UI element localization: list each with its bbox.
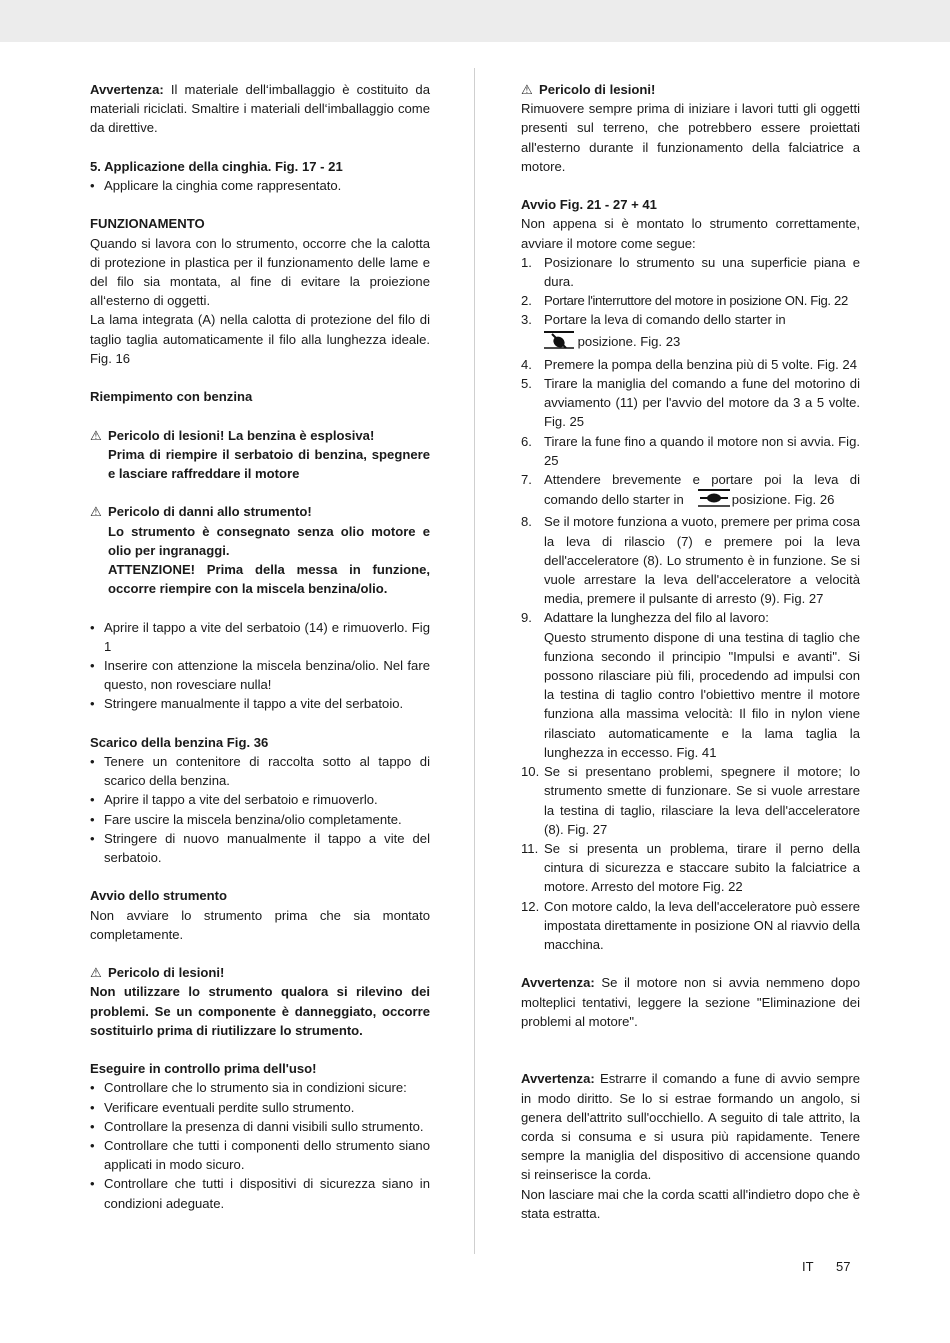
list-item: 2. Portare l'interruttore del motore in posizione ON. Fig. 22 bbox=[521, 293, 848, 309]
note-text: Il materiale dell‘imballaggio è costituito da materiali riciclati. Smaltire i materiali dell‘imballaggio come da direttive. bbox=[90, 82, 430, 136]
belt-list bbox=[90, 176, 430, 195]
note-rope-2: Non lasciare mai che la corda scatti all'indietro dopo che è stata estratta. bbox=[521, 1186, 860, 1221]
right-column bbox=[521, 80, 860, 1223]
warning-explosive-text: Prima di riempire il serbatoio di benzina, spegnere e lasciare raffreddare il motore bbox=[108, 446, 430, 481]
top-header-bar bbox=[0, 0, 950, 42]
list-item: 3. Portare la leva di comando dello starter in posizione. Fig. 23 bbox=[521, 310, 860, 354]
bullet-icon: • bbox=[90, 658, 95, 673]
warning-objects-text: Rimuovere sempre prima di iniziare i lavori tutti gli oggetti presenti sul terreno, che potrebbero essere proiettati all'esterno durante il funzionamento della falciatrice a motore. bbox=[521, 101, 860, 174]
list-item: 4. Premere la pompa della benzina più di 5 volte. Fig. 24 bbox=[521, 356, 857, 372]
note-no-start bbox=[521, 973, 860, 1031]
list-item: 5. Tirare la maniglia del comando a fune del motorino di avviamento (11) per l'avvio del motore da 3 a 5 volte. Fig. 25 bbox=[521, 376, 860, 430]
list-item: 10. Se si presentano problemi, spegnere il motore; lo strumento smette di funzionare. Se si vuole arrestare la testina di taglio, rilasciare la leva dell'acceleratore (8). Fig. 27 bbox=[521, 764, 860, 837]
warning-triangle-icon: ⚠ bbox=[90, 427, 102, 443]
list-item: 6. Tirare la fune fino a quando il motore non si avvia. Fig. 25 bbox=[521, 433, 860, 468]
page-number: 57 bbox=[836, 1259, 851, 1274]
warning-explosive: ⚠ Pericolo di lesioni! La benzina è esplosiva! bbox=[90, 426, 430, 445]
list-item: • Tenere un contenitore di raccolta sotto al tappo di scarico della benzina. bbox=[90, 754, 430, 789]
list-item: • Controllare che tutti i componenti dello strumento siano applicati in modo sicuro. bbox=[90, 1138, 430, 1173]
note-text: Se il motore non si avvia nemmeno dopo molteplici tentativi, leggere la sezione "Eliminazione dei problemi al motore". bbox=[521, 975, 860, 1029]
note-label: Avvertenza: bbox=[521, 1071, 595, 1087]
note-rope bbox=[521, 1069, 860, 1184]
start-intro: Non appena si è montato lo strumento correttamente, avviare il motore come segue: bbox=[521, 216, 860, 251]
note-packaging bbox=[90, 80, 430, 138]
bullet-icon: • bbox=[90, 178, 95, 193]
bullet-icon: • bbox=[90, 754, 95, 769]
bullet-icon: • bbox=[90, 1138, 95, 1154]
bullet-icon: • bbox=[90, 792, 95, 808]
list-item: 12. Con motore caldo, la leva dell'acceleratore può essere impostata direttamente in posizione ON al riavvio della macchina. bbox=[521, 898, 860, 952]
list-item: 9. Adattare la lunghezza del filo al lavoro: Questo strumento dispone di una testina di taglio che funziona secondo il principio "Impulsi e avanti". Si possono rilasciare più fili, procedendo ad impulsi con la testina di taglio contro l'obiettivo mentre il motore funziona alla massima velocità: Il filo in nylon viene rilasciato automaticamente e la lama taglia la lunghezza in eccesso. Fig. 41 bbox=[521, 610, 860, 760]
list-item: • Verificare eventuali perdite sullo strumento. bbox=[90, 1098, 430, 1117]
list-item: • Applicare la cinghia come rappresentato. bbox=[90, 176, 430, 195]
start-steps bbox=[521, 253, 860, 954]
note-label: Avvertenza: bbox=[90, 82, 164, 97]
list-item: • Controllare la presenza di danni visibili sullo strumento. bbox=[90, 1117, 430, 1136]
warning-damage-text-2: ATTENZIONE! Prima della messa in funzione, occorre riempire con la miscela benzina/olio. bbox=[108, 562, 430, 597]
note-text: Estrarre il comando a fune di avvio sempre in modo diritto. Se lo si estrae formando un angolo, si genera dell'attrito sull'occhiello. A seguito di tale attrito, la corda si consuma e si usura più rapidamente. Tenere sempre la maniglia del dispositivo di accensione quando si reinserisce la corda. bbox=[521, 1071, 860, 1183]
bullet-icon: • bbox=[90, 830, 95, 846]
heading-start: Avvio Fig. 21 - 27 + 41 bbox=[521, 197, 657, 213]
bullet-icon: • bbox=[90, 619, 95, 635]
list-item: • Inserire con attenzione la miscela benzina/olio. Nel fare questo, non rovesciare nulla! bbox=[90, 658, 430, 693]
heading-fuel-filling: Riempimento con benzina bbox=[90, 389, 253, 405]
note-label: Avvertenza: bbox=[521, 975, 595, 991]
list-item: • Fare uscire la miscela benzina/olio completamente. bbox=[90, 810, 430, 829]
list-item: • Stringere manualmente il tappo a vite del serbatoio. bbox=[90, 694, 430, 713]
warning-damage: ⚠ Pericolo di danni allo strumento! bbox=[90, 502, 430, 521]
bullet-icon: • bbox=[90, 811, 95, 827]
left-column bbox=[90, 80, 430, 1213]
list-item: 7. Attendere brevemente e portare poi la leva di comando dello starter in posizione. Fig. 26 bbox=[521, 470, 860, 512]
bullet-icon: • bbox=[90, 1118, 95, 1134]
warning-triangle-icon: ⚠ bbox=[90, 965, 102, 981]
list-item: • Controllare che lo strumento sia in condizioni sicure: bbox=[90, 1078, 430, 1097]
list-item: • Aprire il tappo a vite del serbatoio e rimuoverlo. bbox=[90, 790, 430, 809]
list-item: 8. Se il motore funziona a vuoto, premere per prima cosa la leva di rilascio (7) e premere poi la leva dell'acceleratore (8). Lo strumento è in funzione. Se si vuole arrestare la leva dell'acceleratore a velocità media, premere il pulsante di arresto (9). Fig. 27 bbox=[521, 514, 860, 607]
list-item: 11. Se si presenta un problema, tirare il perno della cintura di sicurezza e staccare subito la falciatrice a motore. Arresto del motore Fig. 22 bbox=[521, 840, 860, 895]
heading-fuel-drain: Scarico della benzina Fig. 36 bbox=[90, 734, 269, 750]
choke-open-icon bbox=[698, 489, 730, 512]
column-divider bbox=[474, 68, 475, 1254]
bullet-icon: • bbox=[90, 1080, 95, 1096]
warning-injury: ⚠ Pericolo di lesioni! bbox=[90, 963, 430, 982]
bullet-icon: • bbox=[90, 696, 95, 712]
tool-start-text: Non avviare lo strumento prima che sia montato completamente. bbox=[90, 907, 430, 942]
heading-check: Eseguire in controllo prima dell'uso! bbox=[90, 1061, 317, 1077]
heading-belt: 5. Applicazione della cinghia. Fig. 17 - 21 bbox=[90, 158, 343, 174]
warning-triangle-icon: ⚠ bbox=[521, 82, 533, 97]
list-item: • Controllare che tutti i dispositivi di sicurezza siano in condizioni adeguate. bbox=[90, 1176, 430, 1211]
choke-closed-icon bbox=[544, 330, 574, 355]
warning-injury-text: Non utilizzare lo strumento qualora si rilevino dei problemi. Se un componente è danneggiato, occorre sostituirlo prima di riutilizzare lo strumento. bbox=[90, 984, 430, 1038]
footer-language: IT bbox=[802, 1259, 814, 1274]
operation-paragraph-1: Quando si lavora con lo strumento, occorre che la calotta di protezione in plastica per il funzionamento delle lame e del filo sia montata, al fine di evitare la proiezione all‘esterno di oggetti. bbox=[90, 235, 430, 309]
bullet-icon: • bbox=[90, 1176, 95, 1192]
list-item: • Stringere di nuovo manualmente il tappo a vite del serbatoio. bbox=[90, 830, 430, 866]
list-item: 1. Posizionare lo strumento su una superficie piana e dura. bbox=[521, 254, 860, 290]
filling-list bbox=[90, 618, 430, 714]
bullet-icon: • bbox=[90, 1099, 95, 1115]
drain-list bbox=[90, 752, 430, 867]
warning-triangle-icon: ⚠ bbox=[90, 504, 102, 520]
list-item: • Aprire il tappo a vite del serbatoio (14) e rimuoverlo. Fig 1 bbox=[90, 619, 430, 654]
heading-operation: FUNZIONAMENTO bbox=[90, 216, 205, 232]
heading-tool-start: Avvio dello strumento bbox=[90, 888, 228, 904]
warning-damage-text-1: Lo strumento è consegnato senza olio motore e olio per ingranaggi. bbox=[108, 523, 430, 558]
check-list bbox=[90, 1078, 430, 1212]
warning-injury-objects: ⚠ Pericolo di lesioni! bbox=[521, 80, 860, 99]
operation-paragraph-2: La lama integrata (A) nella calotta di protezione del filo di taglio taglia automaticamente il filo alla lunghezza ideale. Fig. 16 bbox=[90, 312, 430, 366]
